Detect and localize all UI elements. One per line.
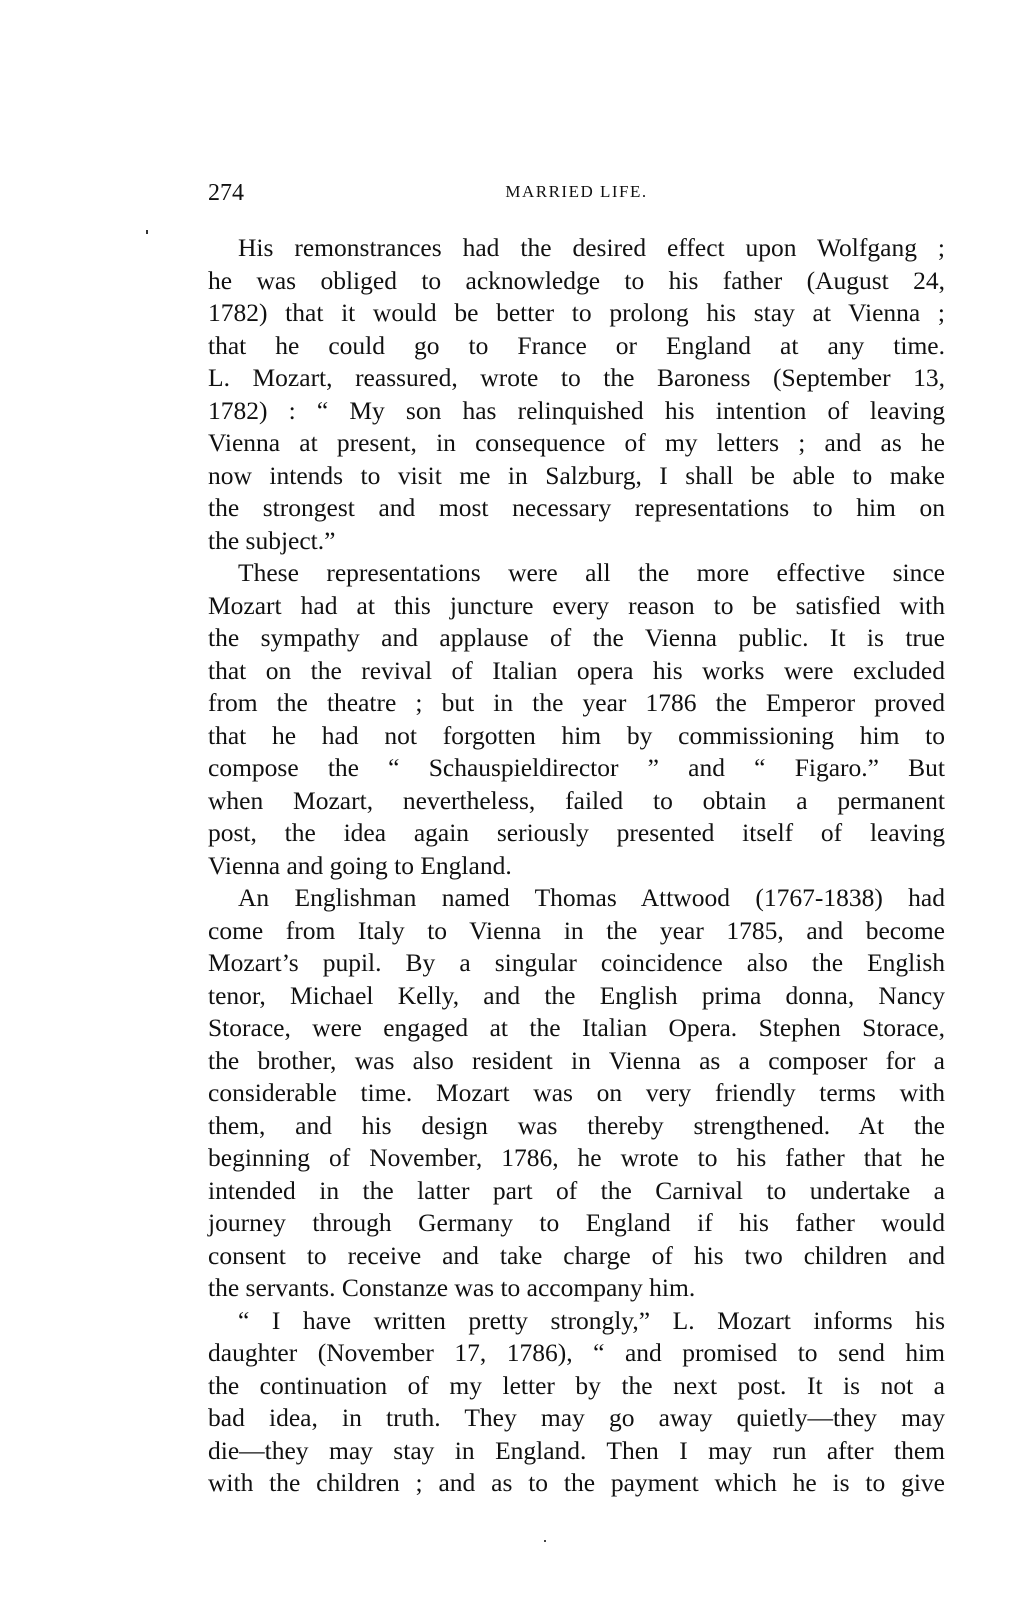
page-number: 274 [208, 180, 244, 206]
text-line: “ I have written pretty strongly,” L. Mozart informs his [238, 1305, 945, 1335]
scan-speck [544, 1540, 546, 1542]
text-line: the brother, was also resident in Vienna as a composer for a [208, 1045, 945, 1075]
text-line: bad idea, in truth. They may go away quietly—they may [208, 1403, 945, 1432]
text-line: considerable time. Mozart was on very friendly terms with [208, 1078, 945, 1107]
paragraph [208, 557, 945, 882]
text-line: post, the idea again seriously presented itself of leaving [208, 818, 945, 847]
text-line: come from Italy to Vienna in the year 1785, and become [208, 915, 945, 945]
text-line: These representations were all the more effective since [238, 558, 945, 587]
text-line: that he had not forgotten him by commissioning him to [208, 720, 945, 750]
scan-speck [146, 230, 148, 234]
text-line: that he could go to France or England at any time. [208, 330, 945, 360]
text-line: compose the “ Schauspieldirector ” and “ Figaro.” But [208, 753, 945, 782]
paragraph [208, 232, 945, 557]
text-line: the continuation of my letter by the next post. It is not a [208, 1370, 945, 1400]
text-line: 1782) that it would be better to prolong his stay at Vienna ; [208, 298, 945, 327]
page-body [208, 232, 945, 1500]
text-line: journey through Germany to England if his father would [208, 1208, 945, 1237]
text-line: the sympathy and applause of the Vienna public. It is true [208, 623, 945, 652]
text-line: from the theatre ; but in the year 1786 the Emperor proved [208, 688, 945, 717]
text-line: he was obliged to acknowledge to his father (August 24, [208, 265, 945, 295]
text-line: Mozart had at this juncture every reason to be satisfied with [208, 590, 945, 620]
text-line: die—they may stay in England. Then I may run after them [208, 1435, 945, 1465]
text-line: Storace, were engaged at the Italian Opera. Stephen Storace, [208, 1013, 945, 1042]
text-line: that on the revival of Italian opera his works were excluded [208, 655, 945, 685]
text-line: L. Mozart, reassured, wrote to the Baroness (September 13, [208, 363, 945, 392]
text-line: 1782) : “ My son has relinquished his intention of leaving [208, 395, 945, 425]
text-line: tenor, Michael Kelly, and the English prima donna, Nancy [208, 980, 945, 1010]
paragraph [208, 882, 945, 1305]
text-line: Vienna and going to England. [208, 850, 512, 880]
text-line: the servants. Constanze was to accompany him. [208, 1273, 696, 1302]
text-line: intended in the latter part of the Carnival to undertake a [208, 1175, 945, 1205]
text-line: them, and his design was thereby strengthened. At the [208, 1110, 945, 1140]
text-line: with the children ; and as to the payment which he is to give [208, 1468, 945, 1497]
text-line: now intends to visit me in Salzburg, I shall be able to make [208, 460, 945, 490]
text-line: His remonstrances had the desired effect upon Wolfgang ; [238, 233, 945, 262]
text-line: beginning of November, 1786, he wrote to his father that he [208, 1143, 945, 1172]
text-line: Vienna at present, in consequence of my letters ; and as he [208, 428, 945, 457]
text-line: the subject.” [208, 525, 336, 555]
text-line: when Mozart, nevertheless, failed to obtain a permanent [208, 785, 945, 815]
text-line: Mozart’s pupil. By a singular coincidence also the English [208, 948, 945, 977]
text-line: consent to receive and take charge of his two children and [208, 1240, 945, 1270]
page-header [208, 180, 945, 210]
running-title: MARRIED LIFE. [505, 182, 648, 201]
text-line: the strongest and most necessary representations to him on [208, 493, 945, 522]
paragraph [208, 1305, 945, 1500]
text-line: daughter (November 17, 1786), “ and promised to send him [208, 1338, 945, 1367]
text-line: An Englishman named Thomas Attwood (1767-1838) had [238, 883, 945, 912]
